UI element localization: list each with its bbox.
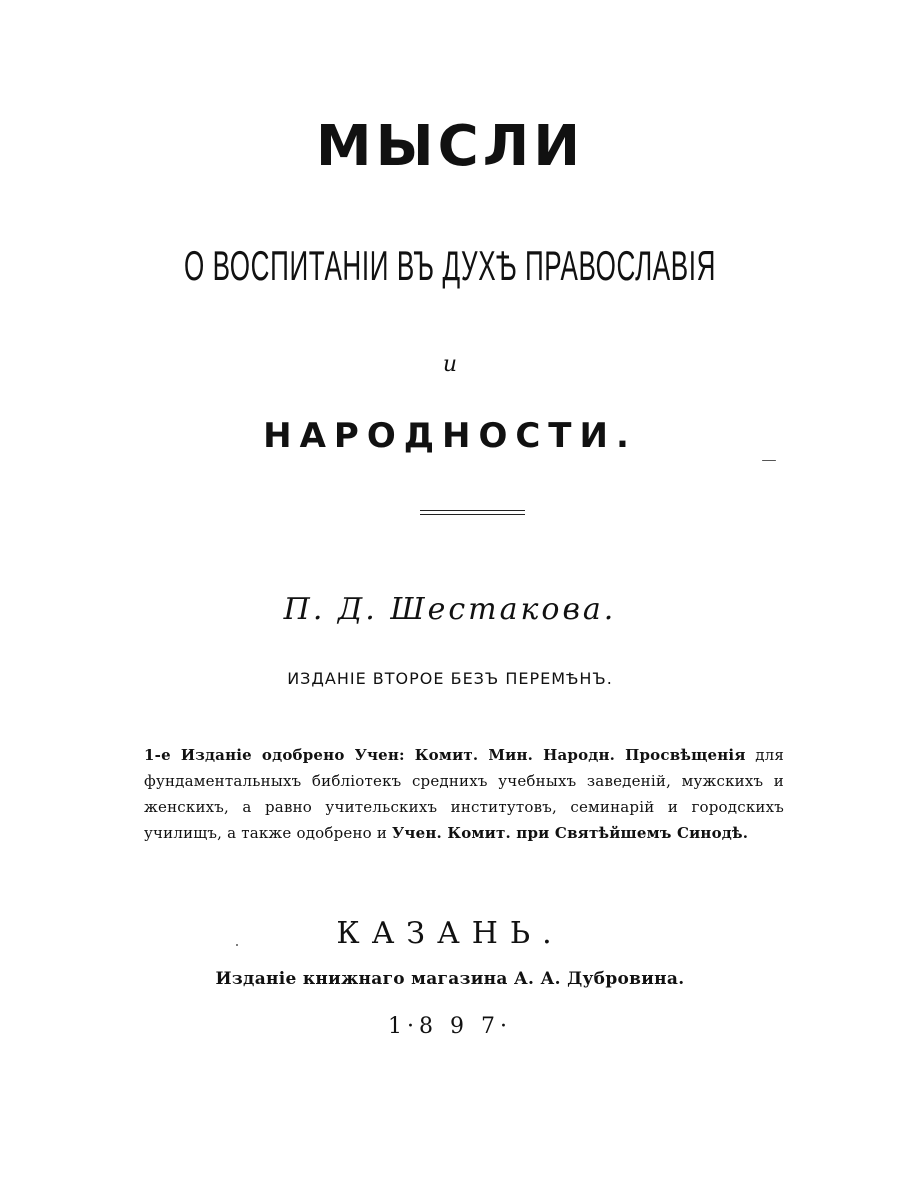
conjunction: и	[442, 352, 458, 377]
approval-body: для фундаментальныхъ библіотекъ среднихъ учебныхъ заведеній, мужскихъ и женскихъ, а равно учительскихъ институтовъ, семинарій и городскихъ училищъ, а также одобрено и	[144, 746, 785, 842]
secondary-title: НАРОДНОСТИ.	[263, 416, 637, 456]
approval-lead: 1-е Изданіе одобрено Учен: Комит. Мин. Народн. Просвѣщенія	[144, 746, 746, 764]
ink-speck	[236, 944, 238, 946]
divider-rule-bottom	[420, 514, 525, 515]
approval-notice	[144, 742, 784, 846]
subtitle: О ВОСПИТАНІИ ВЪ ДУХѢ ПРАВОСЛАВІЯ	[183, 242, 717, 289]
city: КАЗАНЬ.	[336, 916, 564, 951]
publisher: Изданіе книжнаго магазина А. А. Дубровина.	[215, 969, 685, 989]
author-name: П. Д. Шестакова.	[283, 592, 617, 627]
divider-rule-top	[420, 510, 525, 511]
year: 1·8 9 7·	[388, 1014, 512, 1039]
main-title: МЫСЛИ	[315, 114, 585, 179]
ink-speck	[762, 460, 776, 461]
approval-tail: Учен. Комит. при Святѣйшемъ Синодѣ.	[392, 824, 749, 842]
edition-note: ИЗДАНІЕ ВТОРОЕ БЕЗЪ ПЕРЕМѢНЪ.	[287, 669, 613, 688]
